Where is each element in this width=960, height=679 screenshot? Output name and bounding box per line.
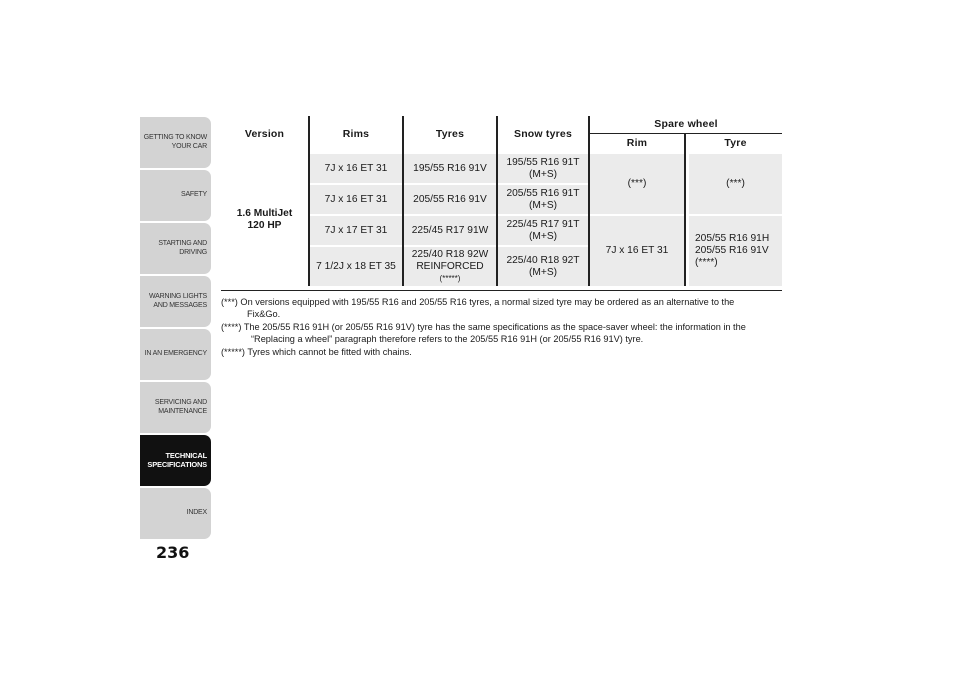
spare-tyre-cell: (***): [689, 153, 782, 215]
tab-label: WARNING LIGHTS AND MESSAGES: [149, 293, 207, 309]
tyre-cell: [403, 246, 497, 286]
tyre-cell: 205/55 R16 91V: [403, 184, 497, 215]
snow-tyre-cell: 225/40 R18 92T (M+S): [497, 246, 589, 286]
tab-getting-to-know-your-car[interactable]: [140, 117, 211, 168]
page-number: 236: [156, 543, 190, 562]
snow-tyre-cell: 195/55 R16 91T (M+S): [497, 153, 589, 184]
footnote-continuation: “Replacing a wheel” paragraph therefore refers to the 205/55 R16 91H (or 205/55 R16 91V) tyre.: [251, 334, 644, 344]
footnote-continuation: Fix&Go.: [247, 309, 281, 319]
tab-starting-and-driving[interactable]: [140, 223, 211, 274]
tab-in-an-emergency[interactable]: [140, 329, 211, 380]
footnote: [221, 346, 781, 358]
snow-tyre-cell: 205/55 R16 91T (M+S): [497, 184, 589, 215]
header-spare-rim: Rim: [589, 133, 685, 153]
spare-rim-cell: 7J x 16 ET 31: [589, 215, 685, 286]
tab-servicing-and-maintenance[interactable]: [140, 382, 211, 433]
header-tyres: Tyres: [403, 116, 497, 153]
table-bottom-rule: [221, 290, 782, 291]
footnote-mark: (*****): [221, 347, 245, 357]
rim-cell: 7J x 17 ET 31: [309, 215, 403, 246]
footnote-text: On versions equipped with 195/55 R16 and 205/55 R16 tyres, a normal sized tyre may be ordered as an alternative to the: [240, 297, 735, 307]
rim-cell: 7J x 16 ET 31: [309, 184, 403, 215]
header-spare-wheel: Spare wheel: [589, 116, 782, 133]
tab-safety[interactable]: [140, 170, 211, 221]
version-cell: 1.6 MultiJet 120 HP: [221, 153, 309, 286]
header-spare-tyre: Tyre: [689, 133, 782, 153]
footnote-text: Tyres which cannot be fitted with chains.: [247, 347, 412, 357]
footnote-mark: (****): [221, 322, 242, 332]
snow-tyre-cell: 225/45 R17 91T (M+S): [497, 215, 589, 246]
footnote: [221, 321, 781, 345]
footnotes: [221, 296, 781, 359]
rim-cell: 7 1/2J x 18 ET 35: [309, 246, 403, 286]
tyre-cell: 195/55 R16 91V: [403, 153, 497, 184]
tyre-cell-footnote-mark: (*****): [439, 273, 461, 283]
tyre-spec-table: [221, 116, 782, 286]
spare-tyre-cell: 205/55 R16 91H 205/55 R16 91V (****): [689, 215, 782, 286]
tyre-cell: 225/45 R17 91W: [403, 215, 497, 246]
tab-label: SERVICING AND MAINTENANCE: [154, 399, 207, 415]
tab-technical-specifications[interactable]: [140, 435, 211, 486]
tyre-cell-text: 225/40 R18 92W REINFORCED: [411, 248, 489, 272]
tab-index[interactable]: [140, 488, 211, 539]
tab-label: SAFETY: [180, 191, 207, 199]
tab-label: INDEX: [186, 509, 207, 517]
tab-label: IN AN EMERGENCY: [144, 350, 207, 358]
footnote: [221, 296, 781, 320]
chapter-sidebar: [140, 117, 211, 541]
header-snow-tyres: Snow tyres: [497, 116, 589, 153]
tab-label: STARTING AND DRIVING: [158, 240, 207, 256]
header-rims: Rims: [309, 116, 403, 153]
header-version: Version: [221, 116, 309, 153]
tab-label: TECHNICAL SPECIFICATIONS: [147, 451, 207, 469]
tab-label: GETTING TO KNOW YOUR CAR: [143, 134, 207, 150]
spare-rim-cell: (***): [589, 153, 685, 215]
footnote-text: The 205/55 R16 91H (or 205/55 R16 91V) tyre has the same specifications as the space-saver wheel: the information in the: [243, 322, 746, 332]
rim-cell: 7J x 16 ET 31: [309, 153, 403, 184]
footnote-mark: (***): [221, 297, 238, 307]
tab-warning-lights[interactable]: [140, 276, 211, 327]
